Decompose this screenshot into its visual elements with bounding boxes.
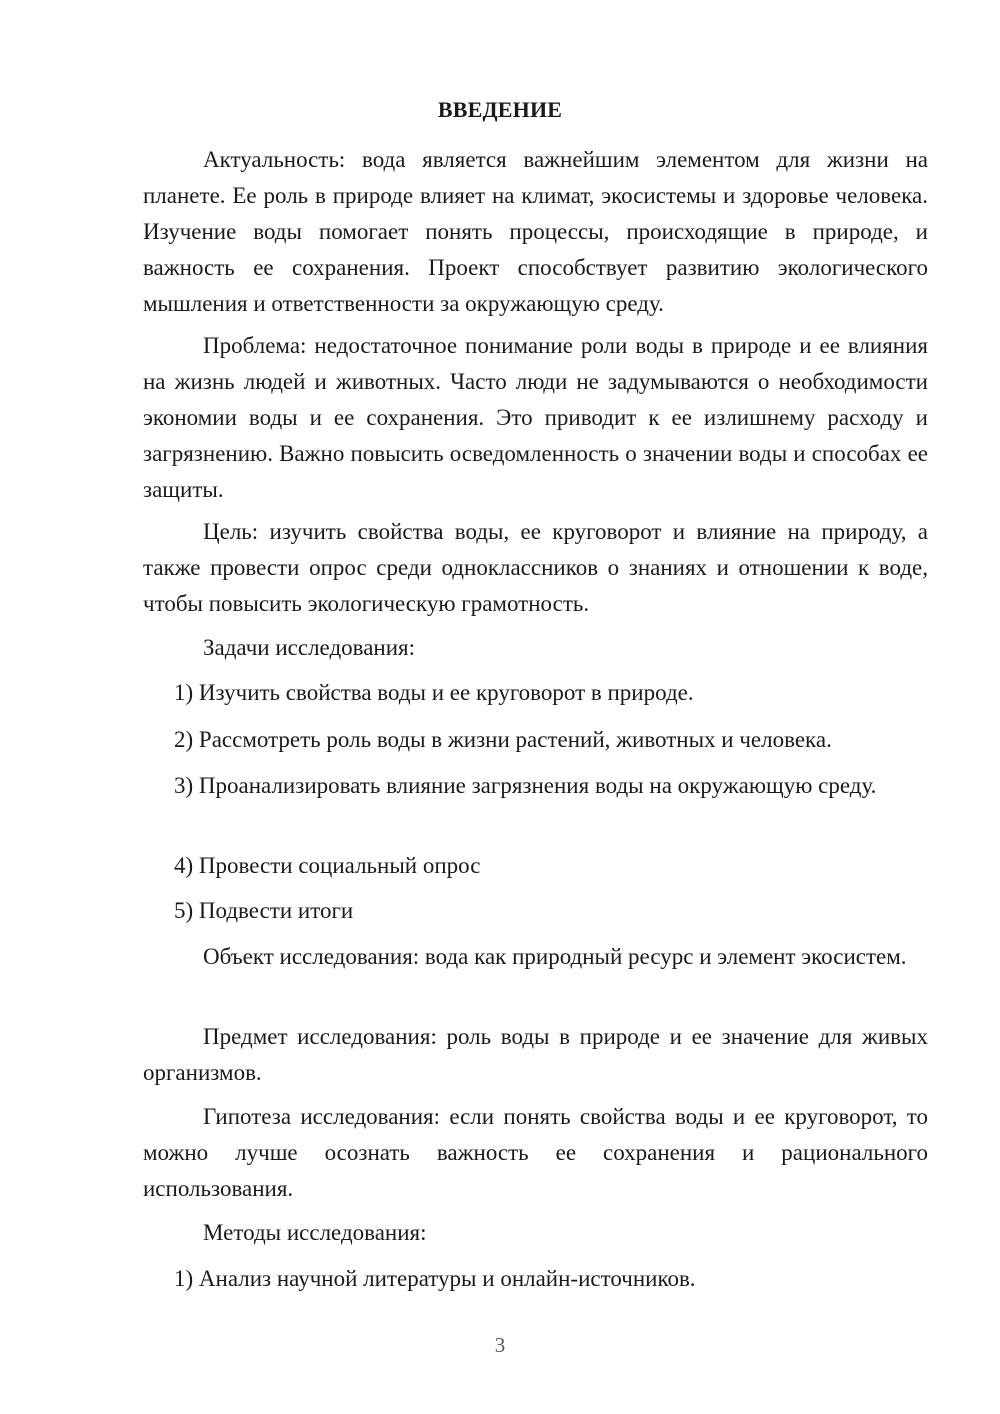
task-item: 2) Рассмотреть роль воды в жизни растений, животных и человека. <box>174 727 832 752</box>
subject-paragraph: Предмет исследования: роль воды в природе и ее значение для живых организмов. <box>143 1024 928 1085</box>
method-item: 1) Анализ научной литературы и онлайн-источников. <box>174 1266 696 1291</box>
hypothesis-paragraph: Гипотеза исследования: если понять свойства воды и ее круговорот, то можно лучше осознать важность ее сохранения и рационального использования. <box>143 1104 928 1201</box>
tasks-heading: Задачи исследования: <box>203 635 416 660</box>
actuality-paragraph: Актуальность: вода является важнейшим элементом для жизни на планете. Ее роль в природе влияет на климат, экосистемы и здоровье человека. Изучение воды помогает понять процессы, происходящие в природе, и важность ее сохранения. Проект способствует развитию экологического мышления и ответственности за окружающую среду. <box>143 147 928 316</box>
task-item: 1) Изучить свойства воды и ее круговорот в природе. <box>174 680 694 705</box>
goal-paragraph: Цель: изучить свойства воды, ее круговорот и влияние на природу, а также провести опрос среди одноклассников о знаниях и отношении к воде, чтобы повысить экологическую грамотность. <box>143 519 928 616</box>
problem-paragraph: Проблема: недостаточное понимание роли воды в природе и ее влияния на жизнь людей и животных. Часто люди не задумываются о необходимости экономии воды и ее сохранения. Это приводит к ее излишнему расходу и загрязнению. Важно повысить осведомленность о значении воды и способах ее защиты. <box>143 333 928 502</box>
page-number: 3 <box>494 1333 506 1357</box>
task-item: 5) Подвести итоги <box>174 898 354 923</box>
methods-heading: Методы исследования: <box>203 1220 427 1245</box>
object-paragraph: Объект исследования: вода как природный ресурс и элемент экосистем. <box>203 944 907 969</box>
task-item: 4) Провести социальный опрос <box>174 853 481 878</box>
task-item: 3) Проанализировать влияние загрязнения воды на окружающую среду. <box>174 773 877 798</box>
page-title: ВВЕДЕНИЕ <box>437 97 563 122</box>
